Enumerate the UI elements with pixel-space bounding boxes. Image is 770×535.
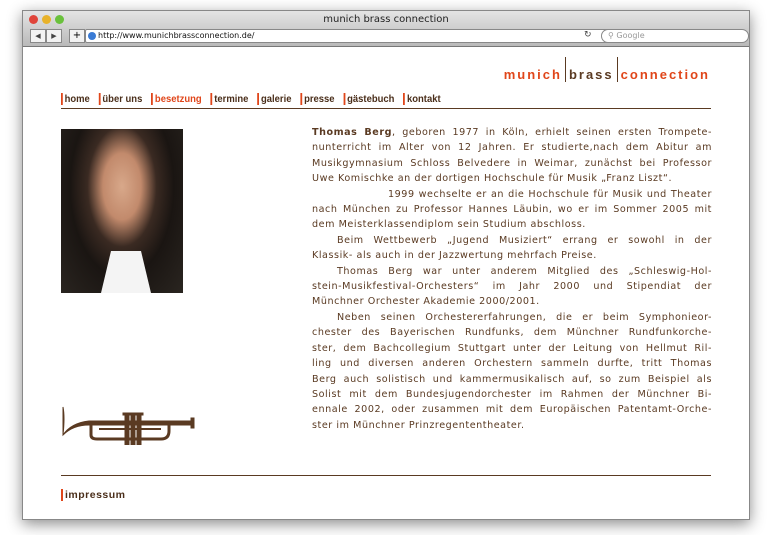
impressum-link[interactable]: impressum — [61, 489, 126, 501]
line-text: ennale 2002, oder zusammen mit dem Europäischen Patentamt-Orche- — [312, 404, 712, 416]
line-text: nach München zu Professor Hannes Läubin, wo er im Sommer 2005 mit — [312, 204, 712, 216]
nav-item-galerie[interactable]: galerie — [257, 93, 291, 105]
text-line — [312, 248, 712, 263]
line-text: Berg auch solistisch und kammermusikalisch auf, so zum Beispiel als — [312, 373, 712, 385]
line-text: Musikgymnasium Schloss Belvedere in Weimar, zunächst bei Professor — [312, 157, 712, 169]
text-line — [312, 356, 712, 371]
text-line — [312, 187, 712, 202]
nav-item-über-uns[interactable]: über uns — [99, 93, 143, 105]
main-nav — [61, 93, 441, 105]
text-line — [312, 325, 712, 340]
browser-toolbar — [23, 11, 749, 47]
text-line — [312, 372, 712, 387]
nav-item-gästebuch[interactable]: gästebuch — [344, 93, 395, 105]
bio-paragraph — [312, 310, 712, 433]
bio-name: Thomas Berg — [312, 127, 393, 138]
bio-paragraph — [312, 264, 712, 310]
biography-text — [312, 125, 712, 433]
add-bookmark-button[interactable]: + — [69, 29, 85, 43]
logo-connection: connection — [620, 67, 710, 82]
line-text: Uwe Komischke an der dortigen Hochschule für Musik „Franz Liszt“. — [312, 173, 673, 185]
browser-window — [22, 10, 750, 520]
text-line — [312, 341, 712, 356]
text-line — [312, 310, 712, 325]
line-text: ster, dem Bachcollegium Stuttgart unter der Leitung von Hellmut Ril- — [312, 342, 712, 354]
text-line — [312, 156, 712, 171]
footer-divider — [61, 475, 711, 476]
line-text: stein-Musikfestival-Orchesters“ im Jahr 2000 und Stipendiat der — [312, 281, 712, 293]
bio-paragraph — [312, 125, 712, 187]
reload-icon[interactable]: ↻ — [584, 30, 592, 40]
trumpet-icon — [61, 405, 201, 445]
line-text: Münchner Orchester Akademie 2000/2001. — [312, 296, 540, 308]
text-line — [312, 233, 712, 248]
line-text: 1999 wechselte er an die Hochschule für Musik und Theater — [388, 188, 712, 200]
line-text: Neben seinen Orchestererfahrungen, die er beim Symphonieor- — [337, 311, 712, 323]
search-input[interactable]: ⚲ Google — [601, 29, 749, 43]
window-title: munich brass connection — [323, 14, 449, 25]
bio-paragraph — [312, 187, 712, 233]
nav-item-termine[interactable]: termine — [211, 93, 249, 105]
line-text: nunterricht im Alter von 12 Jahren. Er studierte,nach dem Abitur am — [312, 142, 712, 154]
line-text: chester des Bayerischen Rundfunks, dem Münchner Rundfunkorche- — [312, 327, 712, 339]
bio-paragraph — [312, 233, 712, 264]
text-line — [312, 125, 712, 140]
line-text: Beim Wettbewerb „Jugend Musiziert“ errang er sowohl in der — [337, 234, 712, 246]
text-line — [312, 202, 712, 217]
page-content — [23, 47, 749, 519]
text-line — [312, 279, 712, 294]
line-text: dem Meisterklassendiplom sein Studium abschloss. — [312, 219, 586, 231]
portrait-photo — [61, 129, 183, 293]
text-line — [312, 387, 712, 402]
text-line — [312, 294, 712, 309]
line-text: ling und diversen anderen Orchestern sammeln durfte, tritt Thomas — [312, 358, 712, 370]
text-line — [312, 217, 712, 232]
header-divider — [61, 108, 711, 109]
text-line — [312, 140, 712, 155]
nav-item-presse[interactable]: presse — [300, 93, 334, 105]
logo-munich: munich — [503, 67, 562, 82]
forward-button[interactable]: ▶ — [46, 29, 62, 43]
line-text: , geboren 1977 in Köln, erhielt seinen ersten Trompete- — [392, 127, 712, 138]
globe-icon — [88, 32, 96, 40]
back-button[interactable]: ◀ — [30, 29, 46, 43]
nav-item-kontakt[interactable]: kontakt — [403, 93, 440, 105]
nav-item-besetzung[interactable]: besetzung — [151, 93, 201, 105]
text-line — [312, 264, 712, 279]
search-placeholder: Google — [616, 31, 645, 40]
text-line — [312, 171, 712, 186]
site-logo[interactable] — [501, 67, 713, 82]
text-line — [312, 402, 712, 417]
url-text: http://www.munichbrassconnection.de/ — [98, 31, 255, 40]
line-text: ster im Münchner Prinzregententheater. — [312, 419, 525, 431]
line-text: Solist mit dem Bundesjugendorchester im Rahmen der Münchner Bi- — [312, 388, 712, 400]
nav-item-home[interactable]: home — [61, 93, 90, 105]
logo-brass: brass — [565, 57, 618, 82]
text-line — [312, 418, 712, 433]
line-text: Thomas Berg war unter anderem Mitglied des „Schleswig-Hol- — [337, 265, 712, 277]
line-text: Klassik- als auch in der Jazzwertung mehrfach Preise. — [312, 250, 597, 262]
address-bar[interactable] — [85, 29, 609, 43]
